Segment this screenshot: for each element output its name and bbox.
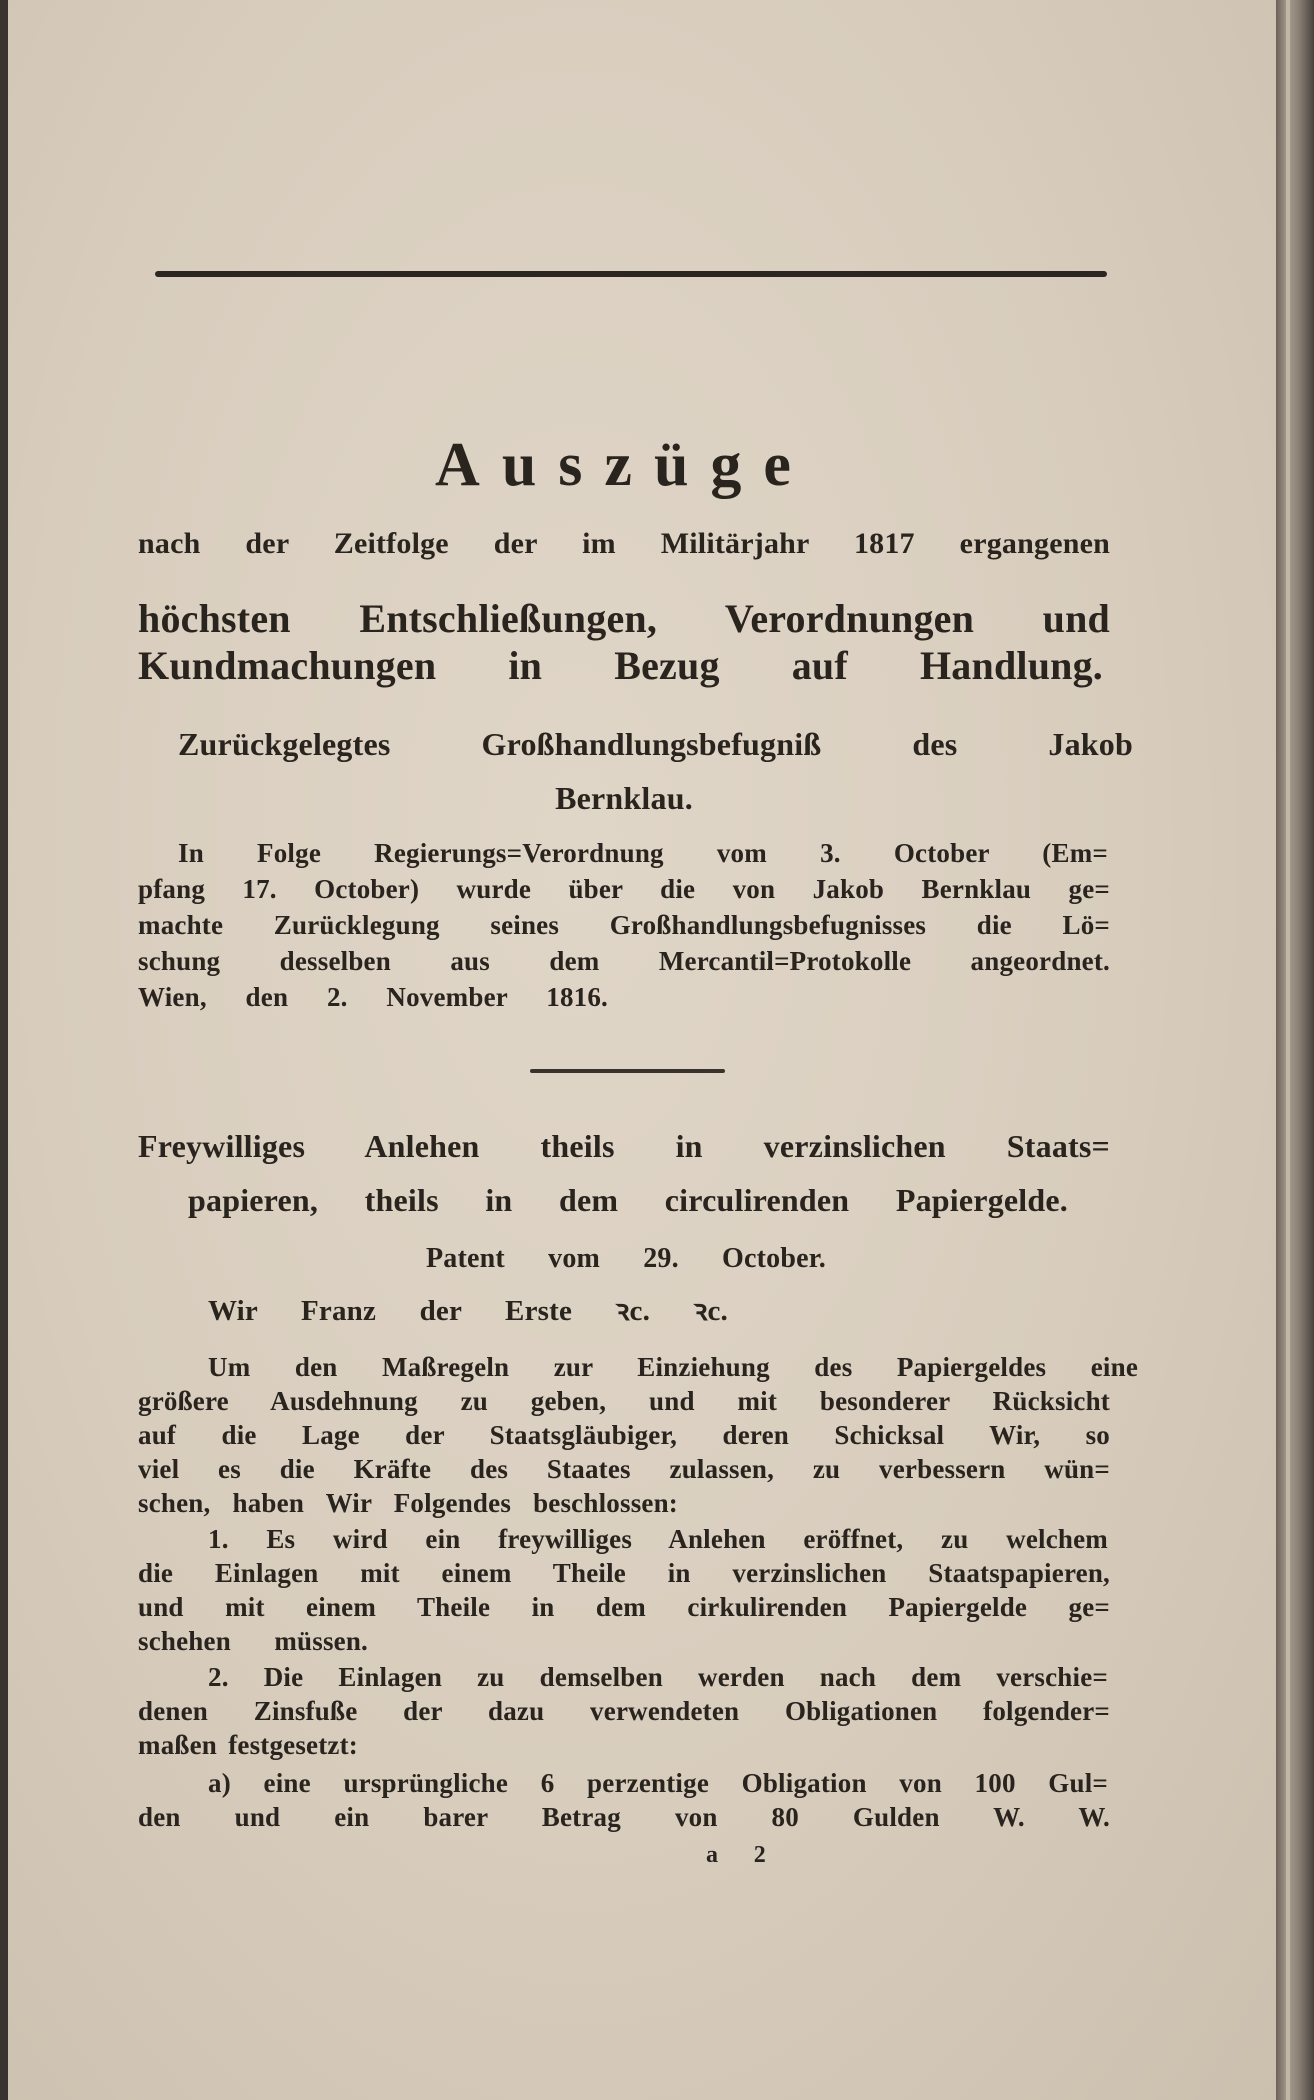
- body-line: schung desselben aus dem Mercantil=Protokolle angeordnet.: [138, 946, 1110, 976]
- intro-line: Wir Franz der Erste ꝛc. ꝛc.: [208, 1295, 728, 1327]
- section-heading: Bernklau.: [555, 780, 693, 816]
- page-edge-highlight: [1286, 0, 1290, 2100]
- page-edge: [1276, 0, 1314, 2100]
- body-line: den und ein barer Betrag von 80 Gulden W. W.: [138, 1802, 1110, 1832]
- body-line: a) eine ursprüngliche 6 perzentige Obligation von 100 Gul=: [208, 1768, 1108, 1798]
- body-line: pfang 17. October) wurde über die von Jakob Bernklau ge=: [138, 874, 1110, 904]
- body-line: und mit einem Theile in dem cirkulirenden Papiergelde ge=: [138, 1592, 1110, 1622]
- top-rule: [155, 271, 1107, 277]
- section-heading: papieren, theils in dem circulirenden Papiergelde.: [188, 1182, 1068, 1218]
- body-line: 2. Die Einlagen zu demselben werden nach dem verschie=: [208, 1662, 1108, 1692]
- section-heading: Zurückgelegtes Großhandlungsbefugniß des Jakob: [178, 726, 1133, 762]
- subtitle-line: höchsten Entschließungen, Verordnungen und: [138, 596, 1110, 641]
- body-line: In Folge Regierungs=Verordnung vom 3. October (Em=: [178, 838, 1108, 868]
- body-line: Um den Maßregeln zur Einziehung des Papiergeldes eine: [208, 1352, 1138, 1382]
- body-line: auf die Lage der Staatsgläubiger, deren Schicksal Wir, so: [138, 1420, 1110, 1450]
- document-title: Auszüge: [435, 431, 813, 499]
- body-line: schen, haben Wir Folgendes beschlossen:: [138, 1488, 678, 1518]
- body-line: denen Zinsfuße der dazu verwendeten Obligationen folgender=: [138, 1696, 1110, 1726]
- subtitle-line: nach der Zeitfolge der im Militärjahr 1817 ergangenen: [138, 527, 1110, 560]
- signature-mark: a 2: [706, 1842, 766, 1868]
- subtitle-line: Kundmachungen in Bezug auf Handlung.: [138, 643, 1103, 688]
- body-line: maßen festgesetzt:: [138, 1730, 358, 1760]
- body-line: schehen müssen.: [138, 1626, 368, 1656]
- patent-line: Patent vom 29. October.: [426, 1243, 826, 1274]
- body-line: 1. Es wird ein freywilliges Anlehen eröffnet, zu welchem: [208, 1524, 1108, 1554]
- section-divider: [530, 1069, 725, 1073]
- body-line: Wien, den 2. November 1816.: [138, 982, 608, 1012]
- body-line: machte Zurücklegung seines Großhandlungsbefugnisses die Lö=: [138, 910, 1110, 940]
- body-line: viel es die Kräfte des Staates zulassen, zu verbessern wün=: [138, 1454, 1110, 1484]
- body-line: größere Ausdehnung zu geben, und mit besonderer Rücksicht: [138, 1386, 1110, 1416]
- section-heading: Freywilliges Anlehen theils in verzinslichen Staats=: [138, 1128, 1110, 1164]
- book-page: [8, 0, 1276, 2100]
- body-line: die Einlagen mit einem Theile in verzinslichen Staatspapieren,: [138, 1558, 1110, 1588]
